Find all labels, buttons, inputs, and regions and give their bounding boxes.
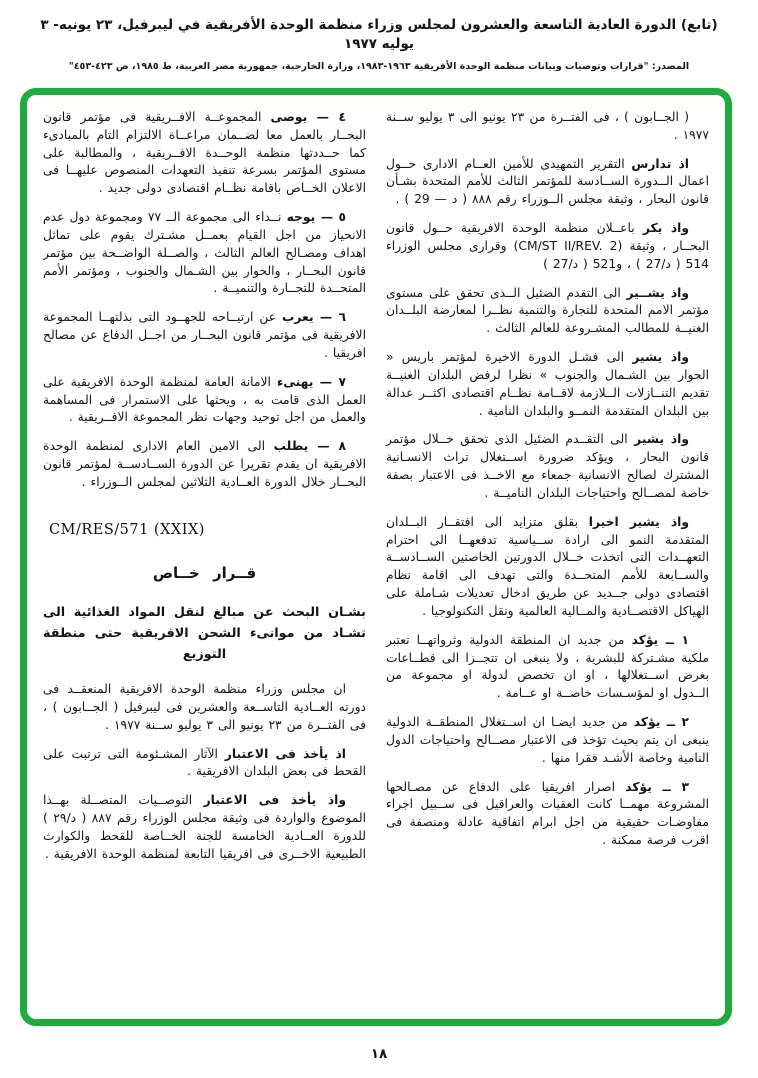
- paragraph: [386, 220, 709, 273]
- paragraph-text: الآثار المشـئومة التى ترتبت على القحط فى بعض البلدان الافريقية .: [43, 746, 366, 779]
- paragraph-text: الى التقدم الضئيل الــذى تحقق على مستوى مؤتمر الامم المتحدة للتجارة والتنمية نظــرا لمعارضة البلــدان الغنيــة للمطالب المشـروعة للعالم الثالث .: [386, 285, 709, 336]
- paragraph: [43, 746, 366, 782]
- resolution-subject: بشـان البحث عن مبالغ لنقل المواد الغذائية الى تشـاد من موانىء الشحن الافريقية حتى منطقة التوزيع: [43, 604, 366, 662]
- paragraph-lead: واذ يشير: [632, 350, 690, 365]
- paragraph-text: ان مجلس وزراء منظمة الوحدة الافريقية المنعقــد فى دورته العــادية التاســعة والعشرين فى ليبرفيل ( الجــابون ) ، فى الفتــرة من ٢٣ يونيو الى ٣ يوليو ســنة ١٩٧٧ .: [43, 682, 366, 732]
- paragraph-text: من جديد ان المنطقة الدولية وثرواتهــا تعتبر ملكية مشـتركة للبشرية ، ولا ينبغى ان تتجــزا الى قطــاعات بغرض اســتغلالها ، او ان تخصص لدولة او مجموعة من الــدول او لمؤسـسات خاصــة او عــامة .: [386, 632, 709, 701]
- numbered-item-8: [43, 438, 366, 491]
- page-title: (تابع) الدورة العادية التاسعة والعشرون لمجلس وزراء منظمة الوحدة الأفريقية في ليبرفيل، ٢٣ يونيه- ٣ يوليه ١٩٧٧: [40, 17, 718, 52]
- paragraph-text: التوصــيات المتصــلة بهــذا الموضوع والواردة فى وثيقة مجلس الوزراء رقم ٨٨٧ ( د/٢٩ ) للدورة العــادية الخامسة للجنة الخــاصة للقحط والكوارث الطبيعية الاخــرى فى افريقيا التابعة لمنظمة الوحدة الافريقية .: [43, 793, 366, 861]
- paragraph-text: الى فشـل الدورة الاخيرة لمؤتمر باريس « الحوار بين الشـمال والجنوب » نظرا لرفض البلدان الغنيــة تقديم التنــازلات الــلازمة لاقــامة نظــام اقتصادى اكثــر عدالة بين البلدان المتقدمة النمــو والبلدان النامية .: [386, 350, 709, 418]
- paragraph-text: من جديد ايضـا ان اســتغلال المنطقــة الدولية ينبغى ان يتم بحيث تؤخذ فى الاعتبار مصــالح واحتياجات الدول النامية وخاصة الأشـد فقرا منها .: [386, 715, 709, 765]
- page-footer: [0, 1043, 758, 1062]
- two-column-layout: [43, 109, 709, 1009]
- paragraph-lead: واذ يشير: [634, 432, 689, 447]
- paragraph: [386, 349, 709, 420]
- paragraph: [386, 156, 709, 209]
- paragraph-text: عن ارتيــاحه للجهــود التى بذلتهــا المجموعة الافريقية فى مؤتمر قانون البحــار من اجــل الدفاع عن مصالح افريقيا .: [43, 310, 366, 360]
- source-citation: المصدر: "قرارات وتوصيات وبيانات منظمة الوحدة الأفريقية ١٩٦٣-١٩٨٣، وزارة الخارجية، جمهورية مصر العربية، ط ١٩٨٥، ص ٤٢٣-٤٥٣": [68, 60, 690, 72]
- paragraph-lead: ٦ — يعرب: [282, 310, 346, 325]
- paragraph-lead: واذ يشــير: [626, 285, 690, 300]
- numbered-item-4: [43, 109, 366, 198]
- resolution-heading: قــرار خــاص: [152, 563, 257, 582]
- paragraph: [386, 285, 709, 338]
- numbered-item-7: [43, 374, 366, 427]
- content-border-box: [20, 88, 732, 1026]
- paragraph: [43, 681, 366, 734]
- paragraph-text: باعــلان منظمة الوحدة الافريقية حــول قانون البحــار ، وثيقة (CM/ST II/REV. 2) وقرارى مجلس الوزراء 514 ( د/27 ) ، و521 ( د/27 ): [386, 221, 709, 271]
- column-right: [386, 109, 709, 1009]
- paragraph-text: ( الجــابون ) ، فى الفتــرة من ٢٣ يونيو الى ٣ يوليو ســنة ١٩٧٧ .: [386, 110, 709, 142]
- page-number: ١٨: [370, 1046, 388, 1062]
- paragraph: [386, 431, 709, 502]
- paragraph-text: اصرار افريقيا على الدفاع عن مصـالحها المشروعة مهمــا كانت العقبات والعراقيل فى ســبيل اجراء مفاوضـات حقيقية من اجل ابرام اتفاقية عادلة ومنصفة فى اقرب فرصة ممكنة .: [386, 779, 709, 847]
- numbered-item-6: [43, 309, 366, 362]
- numbered-item-3: [386, 779, 709, 850]
- paragraph-text: التقرير التمهيدى للأمين العــام الادارى حــول اعمال الــدورة الســادسة للمؤتمر الثالث للأمم المتحدة بشـأن قانون البحار ، وثيقة مجلس الــوزراء رقم ٨٨٨ ( د — 29 ) .: [386, 156, 709, 207]
- paragraph-lead: ٢ ــ يؤكد: [633, 715, 689, 730]
- paragraph-lead: واذ يشير اخيرا: [588, 514, 689, 529]
- numbered-item-5: [43, 209, 366, 298]
- numbered-item-1: [386, 632, 709, 703]
- paragraph-text: بقلق متزايد الى افتقــار البــلدان المتقدمة النمو الى ارادة ســياسية تدفعهــا الى احترام التعهــدات التى اتخذت خــلال الدورتين الخاصتين الســادســة والســابعة للأمم المتحــدة والتى تهدف الى اقامة نظام اقتصادى دولى جــديد عن طريق ادخال تعديلات شـاملة على الهياكل الاقتصــادية والمــالية العالمية ونقل التكنولوجيا .: [386, 514, 709, 618]
- paragraph-text: الى الامين العام الادارى لمنظمة الوحدة الافريقية ان يقدم تقريرا عن الدورة الســادســة لمؤتمر قانون البحــار خلال الدورة العــادية الثلاثين لمجلس الــوزراء .: [43, 439, 366, 489]
- paragraph-lead: ٨ — يطلب: [273, 439, 346, 454]
- paragraph-lead: ١ ــ يؤكد: [631, 632, 689, 647]
- paragraph-lead: ٣ ــ يؤكد: [625, 779, 689, 794]
- paragraph-lead: ٤ — يوصى: [270, 110, 346, 124]
- paragraph-lead: ٧ — يهنىء: [276, 374, 346, 389]
- resolution-reference: CM/RES/571 (XXIX): [49, 521, 205, 538]
- numbered-item-2: [386, 714, 709, 767]
- column-left: [43, 109, 366, 1009]
- paragraph-lead: اذ تدارس: [631, 156, 689, 171]
- paragraph: [386, 109, 709, 145]
- paragraph-text: الى التقــدم الضئيل الذى تحقق خــلال مؤتمر قانون البحار ، ويؤكد ضرورة اســتغلال تراث الانسـانية المشترك لصالح الانسانية جمعاء مع الاخــذ فى الاعتبار بصفة خاصة لمصــالح واحتياجات البلدان الناميــة .: [386, 432, 709, 500]
- paragraph: [386, 514, 709, 621]
- paragraph-lead: اذ يأخذ فى الاعتبار: [224, 746, 346, 761]
- paragraph: [43, 792, 366, 863]
- paragraph-lead: واذ يكر: [642, 221, 689, 236]
- paragraph-lead: واذ يأخذ فى الاعتبار: [203, 793, 346, 808]
- paragraph-text: الامانة العامة لمنظمة الوحدة الافريقية على العمل الذى قامت به ، ويحثها على الاستمرار فى المساهمة والعمل من اجل توحيد وجهات نظر المجموعة الافــريقية .: [43, 374, 366, 425]
- paragraph-text: المجموعــة الافــريقية فى مؤتمر قانون البحــار بالعمل معا لضــمان مراعــاة الالتزام التام بالمبادىء كما حــددتها منظمة الوحــدة الافــريقية ، والمطالبة على مستوى المؤتمر بسرعة تنفيذ التعهدات المنصوص عليهــا فى الاعلان الخــاص باقامة نظــام اقتصادى دولى جديد .: [43, 110, 366, 196]
- page-header: [0, 16, 758, 72]
- paragraph-text: نــداء الى مجموعة الــ ٧٧ ومجموعة دول عدم الانحياز من اجل القيام بعمــل مشـترك يقوم على تماثل اهداف ومصـالح العالم الثالث ، والصــلة الواضــحة بين مؤتمر قانون البحــار ، والحوار بين الشـمال والجنوب ، ومؤتمر الأمم المتحــدة للتجــارة والتنميــة .: [43, 210, 366, 296]
- paragraph-lead: ٥ — يوجه: [286, 210, 346, 225]
